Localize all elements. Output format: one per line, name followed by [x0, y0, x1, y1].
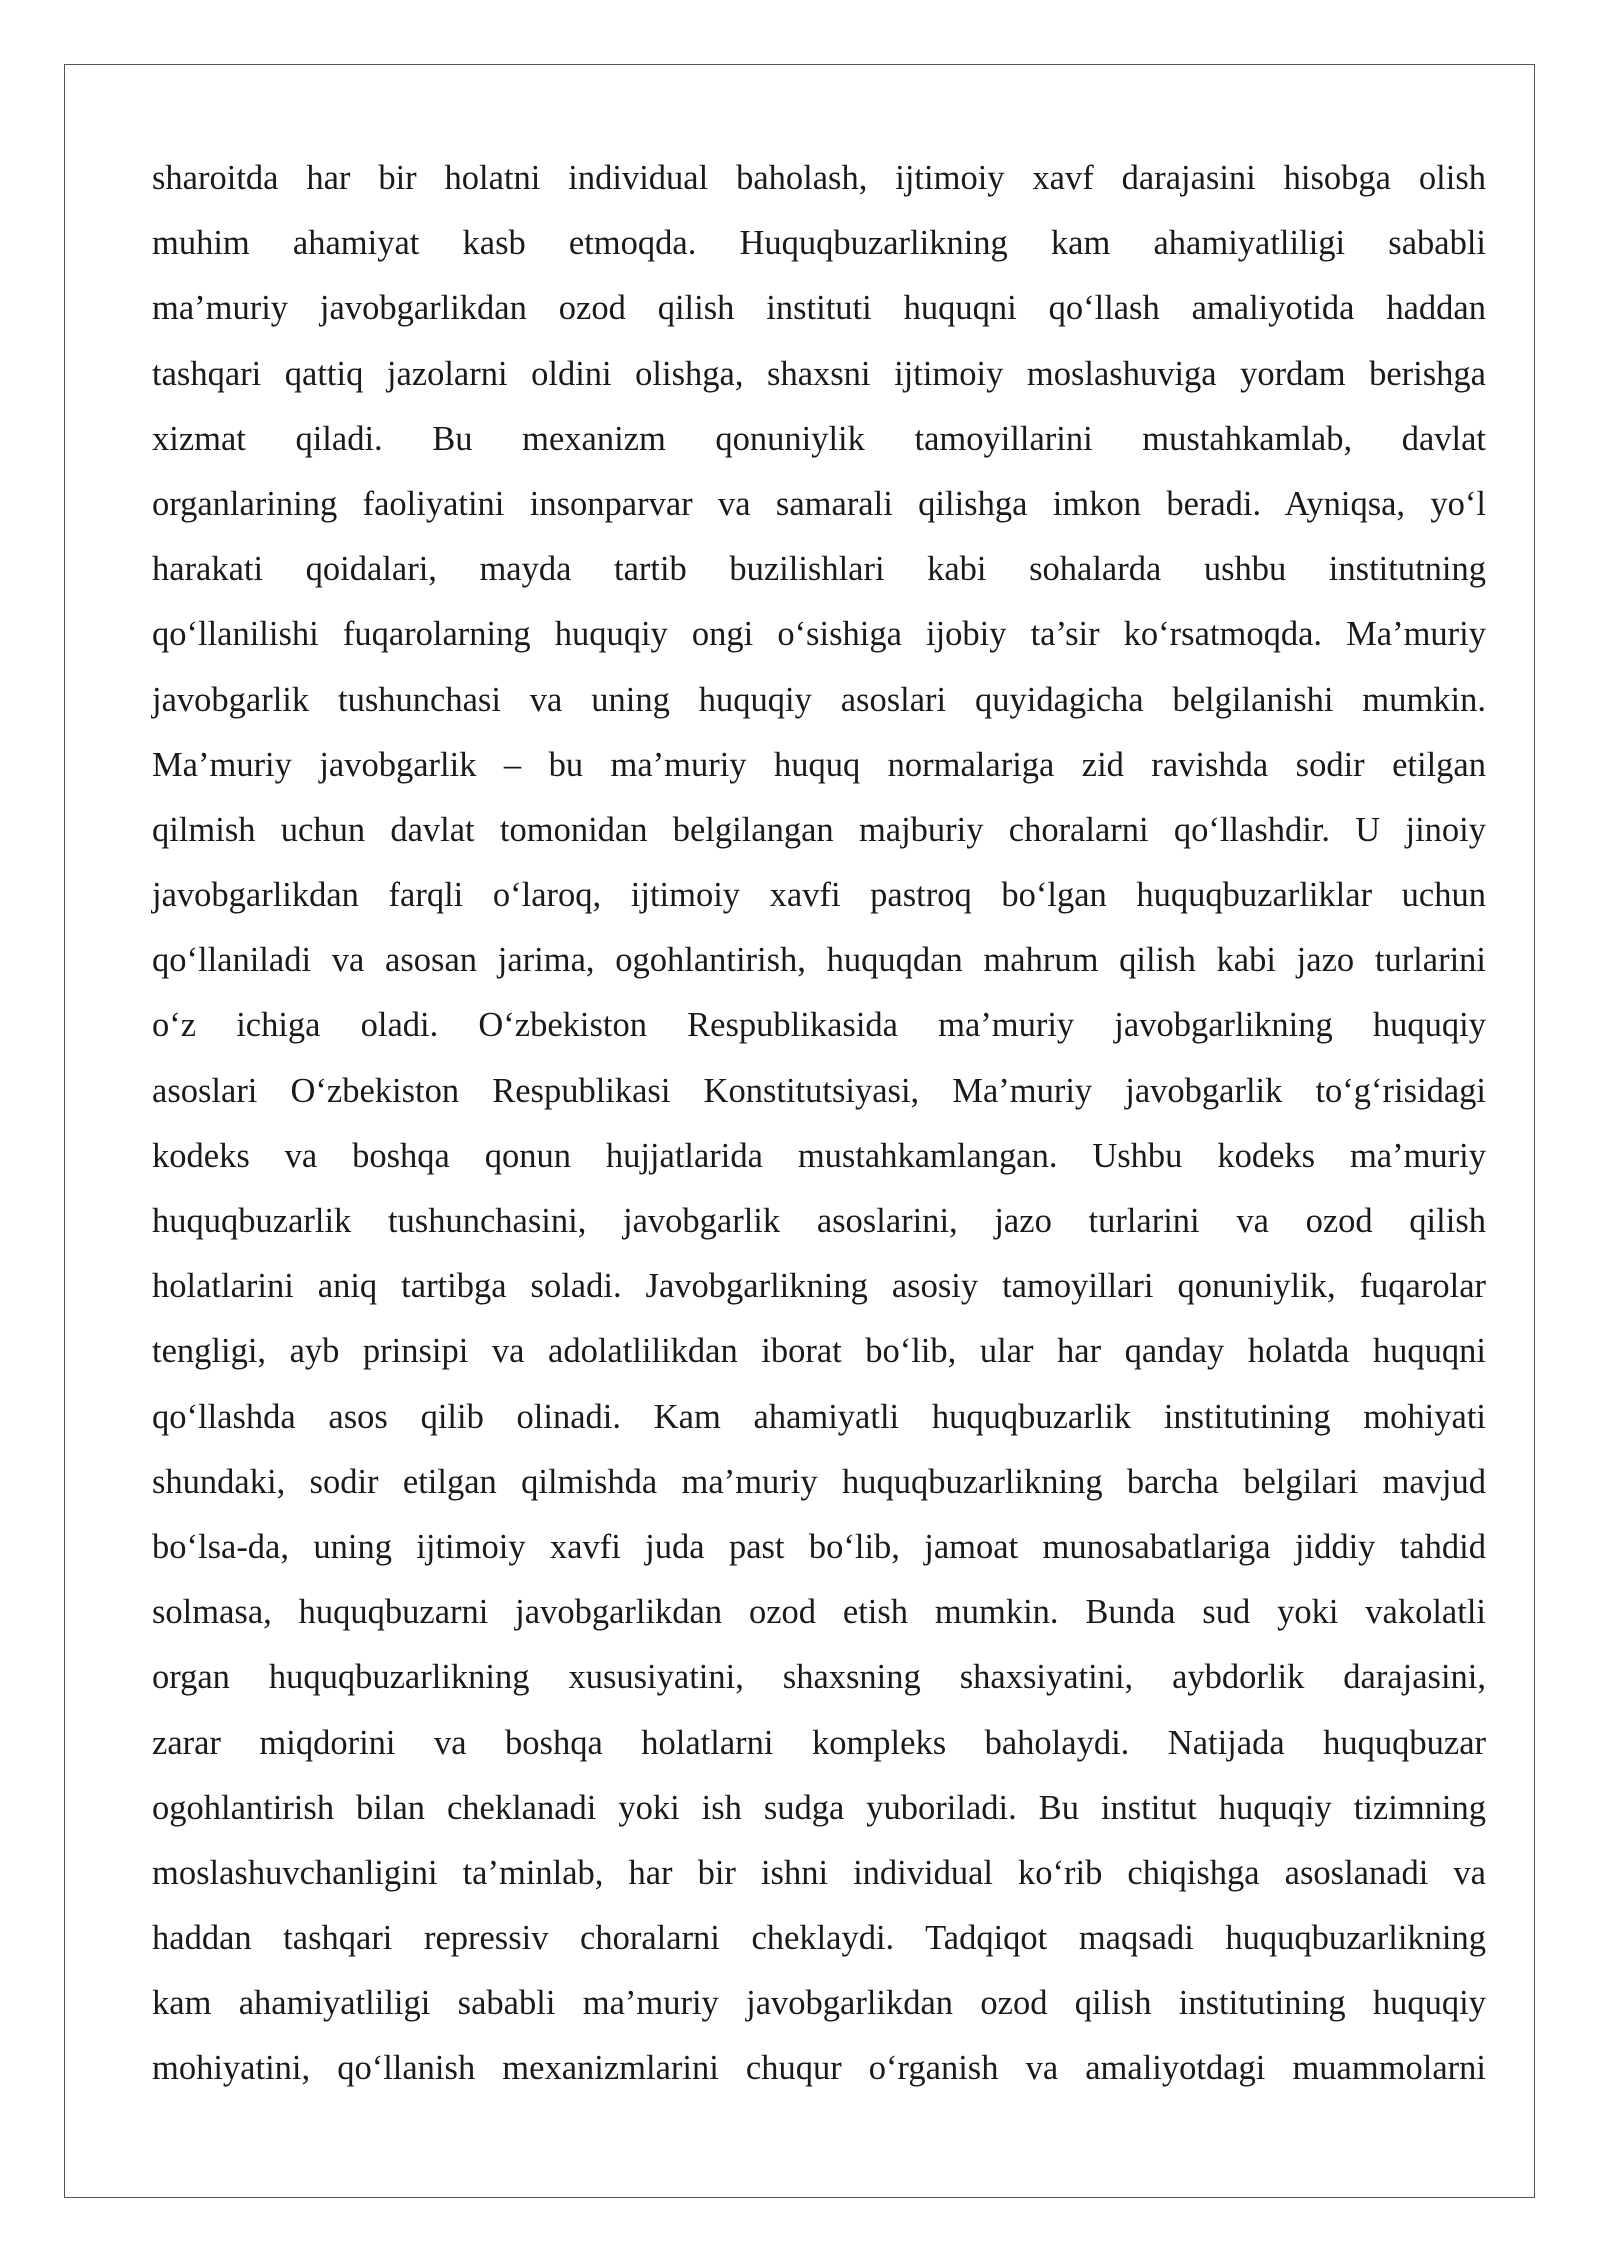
- text-line: shundaki, sodir etilgan qilmishda ma’muriy huquqbuzarlikning barcha belgilari mavjud: [152, 1462, 1486, 1501]
- text-line: holatlarini aniq tartibga soladi. Javobgarlikning asosiy tamoyillari qonuniylik, fuqarolar: [152, 1267, 1486, 1306]
- text-line: solmasa, huquqbuzarni javobgarlikdan ozod etish mumkin. Bunda sud yoki vakolatli: [152, 1593, 1486, 1632]
- text-line: mohiyatini, qo‘llanish mexanizmlarini chuqur o‘rganish va amaliyotdagi muammolarni: [152, 2049, 1486, 2088]
- text-line: tashqari qattiq jazolarni oldini olishga, shaxsni ijtimoiy moslashuviga yordam berishga: [152, 354, 1486, 393]
- body-text: [152, 146, 1486, 2102]
- text-line: qo‘llanilishi fuqarolarning huquqiy ongi o‘sishiga ijobiy ta’sir ko‘rsatmoqda. Ma’muriy: [152, 615, 1486, 654]
- text-line: asoslari O‘zbekiston Respublikasi Konstitutsiyasi, Ma’muriy javobgarlik to‘g‘risidagi: [152, 1071, 1486, 1110]
- text-line: harakati qoidalari, mayda tartib buzilishlari kabi sohalarda ushbu institutning: [152, 550, 1486, 589]
- text-line: haddan tashqari repressiv choralarni cheklaydi. Tadqiqot maqsadi huquqbuzarlikning: [152, 1919, 1486, 1958]
- text-line: kam ahamiyatliligi sababli ma’muriy javobgarlikdan ozod qilish institutining huquqiy: [152, 1984, 1486, 2023]
- text-line: muhim ahamiyat kasb etmoqda. Huquqbuzarlikning kam ahamiyatliligi sababli: [152, 224, 1486, 263]
- text-line: javobgarlik tushunchasi va uning huquqiy asoslari quyidagicha belgilanishi mumkin.: [152, 680, 1486, 719]
- text-line: tengligi, ayb prinsipi va adolatlilikdan iborat bo‘lib, ular har qanday holatda huquqni: [152, 1332, 1486, 1371]
- text-line: Ma’muriy javobgarlik – bu ma’muriy huquq normalariga zid ravishda sodir etilgan: [152, 745, 1486, 784]
- text-line: organ huquqbuzarlikning xususiyatini, shaxsning shaxsiyatini, aybdorlik darajasini,: [152, 1658, 1486, 1697]
- text-line: o‘z ichiga oladi. O‘zbekiston Respublikasida ma’muriy javobgarlikning huquqiy: [152, 1006, 1486, 1045]
- text-line: huquqbuzarlik tushunchasini, javobgarlik asoslarini, jazo turlarini va ozod qilish: [152, 1202, 1486, 1240]
- text-line: ogohlantirish bilan cheklanadi yoki ish sudga yuboriladi. Bu institut huquqiy tizimning: [152, 1788, 1486, 1827]
- text-line: qilmish uchun davlat tomonidan belgilangan majburiy choralarni qo‘llashdir. U jinoiy: [152, 810, 1486, 849]
- text-line: xizmat qiladi. Bu mexanizm qonuniylik tamoyillarini mustahkamlab, davlat: [152, 419, 1486, 458]
- text-line: ma’muriy javobgarlikdan ozod qilish instituti huquqni qo‘llash amaliyotida haddan: [152, 289, 1486, 328]
- text-line: moslashuvchanligini ta’minlab, har bir ishni individual ko‘rib chiqishga asoslanadi va: [152, 1853, 1486, 1892]
- text-line: bo‘lsa-da, uning ijtimoiy xavfi juda past bo‘lib, jamoat munosabatlariga jiddiy tahdid: [152, 1527, 1486, 1566]
- text-line: javobgarlikdan farqli o‘laroq, ijtimoiy xavfi pastroq bo‘lgan huquqbuzarliklar uchun: [152, 876, 1486, 915]
- text-line: organlarining faoliyatini insonparvar va samarali qilishga imkon beradi. Ayniqsa, yo‘l: [152, 484, 1486, 523]
- text-line: sharoitda har bir holatni individual baholash, ijtimoiy xavf darajasini hisobga olish: [152, 159, 1486, 197]
- text-line: kodeks va boshqa qonun hujjatlarida mustahkamlangan. Ushbu kodeks ma’muriy: [152, 1136, 1486, 1175]
- text-line: zarar miqdorini va boshqa holatlarni kompleks baholaydi. Natijada huquqbuzar: [152, 1723, 1486, 1762]
- text-line: qo‘llashda asos qilib olinadi. Kam ahamiyatli huquqbuzarlik institutining mohiyati: [152, 1397, 1486, 1436]
- text-line: qo‘llaniladi va asosan jarima, ogohlantirish, huquqdan mahrum qilish kabi jazo turlarini: [152, 941, 1486, 980]
